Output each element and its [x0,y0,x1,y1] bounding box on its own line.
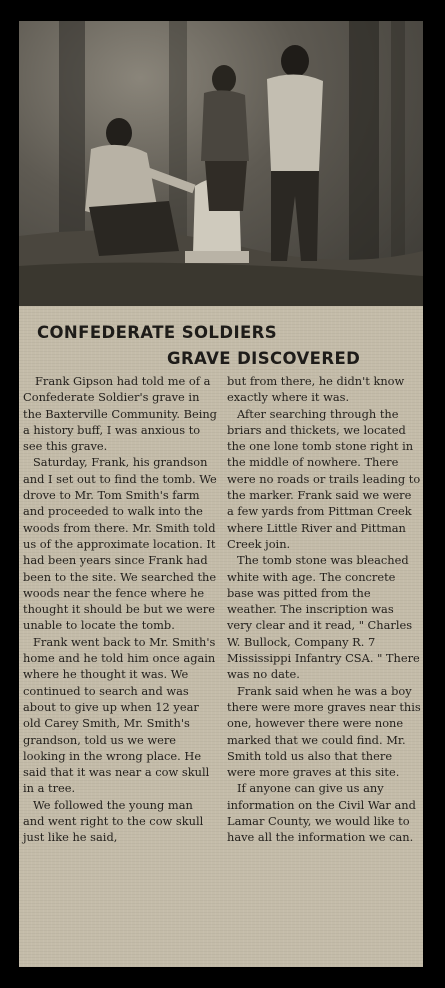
article-column-right [227,373,421,846]
paragraph: but from there, he didn't know exactly where it was. [227,374,405,405]
paragraph: We followed the young man and went right to the cow skull just like he said, [23,797,204,845]
paragraph: Frank went back to Mr. Smith's home and he told him once again where he thought it was. We continued to search and was about to give up when 12 year old Carey Smith, Mr. Smith's grandson, told us we were looking in the wrong place. He said that it was near a cow skull in a tree. [23,634,216,796]
paragraph: After searching through the briars and thickets, we located the one lone tomb stone right in the middle of nowhere. There were no roads or trails leading to the marker. Frank said we were a few yards from Pittman Creek where Little River and Pittman Creek join. [227,406,421,551]
paragraph: Saturday, Frank, his grandson and I set out to find the tomb. We drove to Mr. Tom Smith's farm and proceeded to walk into the woods from there. Mr. Smith told us of the approximate location. It had been years since Frank had been to the site. We searched the woods near the fence where he thought it should be but we were unable to locate the tomb. [23,455,217,633]
newspaper-clipping [19,21,423,967]
article-column-left [23,373,217,846]
paragraph: The tomb stone was bleached white with age. The concrete base was pitted from the weather. The inscription was very clear and it read, " Charles W. Bullock, Company R. 7 Mississippi Infantry CSA. " There was no date. [227,553,420,682]
paragraph: If anyone can give us any information on the Civil War and Lamar County, we would like to have all the information we can. [227,781,416,845]
headline-line-2: GRAVE DISCOVERED [167,349,361,368]
paragraph: Frank said when he was a boy there were more graves near this one, however there were none marked that we could find. Mr. Smith told us also that there were more graves at this site. [227,683,421,780]
photo-people-at-grave-icon [19,21,423,306]
paragraph: Frank Gipson had told me of a Confederate Soldier's grave in the Baxterville Community. Being a history buff, I was anxious to see this grave. [23,374,217,454]
article-photo [19,21,423,306]
headline-line-1: CONFEDERATE SOLDIERS [37,323,278,342]
